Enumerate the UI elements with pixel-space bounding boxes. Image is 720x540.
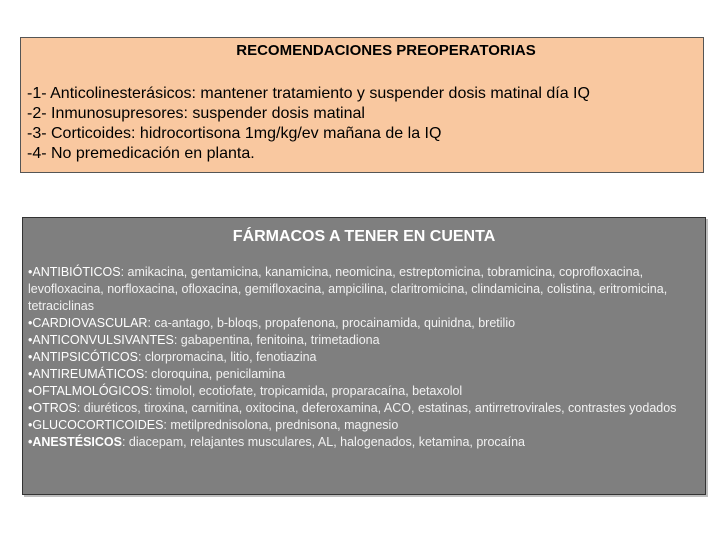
drug-names: : ca-antago, b-bloqs, propafenona, procainamida, quinidna, bretilio [147,316,516,330]
drug-category: •ANTIBIÓTICOS [28,265,121,279]
drug-category: •ANESTÉSICOS [28,435,122,449]
drug-names: : clorpromacina, litio, fenotiazina [137,350,317,364]
recommendation-item-2: -2- Inmunosupresores: suspender dosis matinal [27,105,365,122]
drug-category: •GLUCOCORTICOIDES [28,418,164,432]
drug-row-antirheumatics [28,366,698,383]
drug-row-cardiovascular [28,315,698,332]
drug-row-anticonvulsants [28,332,698,349]
drug-row-glucocorticoids [28,417,698,434]
drug-row-ophthalmologic [28,383,698,400]
drug-row-antipsychotics [28,349,698,366]
drug-names: : diuréticos, tiroxina, carnitina, oxitocina, deferoxamina, ACO, estatinas, antirretrovirales, contrastes yodados [76,401,677,415]
recommendation-item-3: -3- Corticoides: hidrocortisona 1mg/kg/ev mañana de la IQ [27,125,442,142]
recommendation-item-1: -1- Anticolinesterásicos: mantener tratamiento y suspender dosis matinal día IQ [27,85,590,102]
drug-names: : gabapentina, fenitoina, trimetadiona [173,333,380,347]
drugs-title: FÁRMACOS A TENER EN CUENTA [232,228,496,245]
drug-row-antibiotics [28,264,698,315]
drug-category: •CARDIOVASCULAR [28,316,148,330]
drug-names: : metilprednisolona, prednisona, magnesio [163,418,399,432]
drug-names: : amikacina, gentamicina, kanamicina, neomicina, estreptomicina, tobramicina, coprofloxacina, levofloxacina, norfloxacina, ofloxacina, gemifloxacina, ampicilina, claritromicina, clindamicina, colistina, eritromicina, tetraciclinas [28,265,668,313]
drug-names: : cloroquina, penicilamina [144,367,286,381]
recommendations-list [27,84,590,164]
drug-row-anesthetics [28,434,698,451]
drug-names: : timolol, ecotiofate, tropicamida, proparacaína, betaxolol [148,384,463,398]
drug-category: •ANTIPSICÓTICOS [28,350,138,364]
recommendation-item-4: -4- No premedicación en planta. [27,145,255,162]
drug-category: •ANTICONVULSIVANTES [28,333,174,347]
drug-names: : diacepam, relajantes musculares, AL, halogenados, ketamina, procaína [121,435,525,449]
preoperative-recommendations-box [20,37,704,173]
drug-row-others [28,400,698,417]
drug-category: •ANTIREUMÁTICOS [28,367,145,381]
drugs-to-consider-box [22,217,706,495]
drug-category: •OFTALMOLÓGICOS [28,384,149,398]
recommendations-title: RECOMENDACIONES PREOPERATORIAS [236,42,536,59]
drug-category: •OTROS [28,401,77,415]
drug-category-list [28,264,698,451]
